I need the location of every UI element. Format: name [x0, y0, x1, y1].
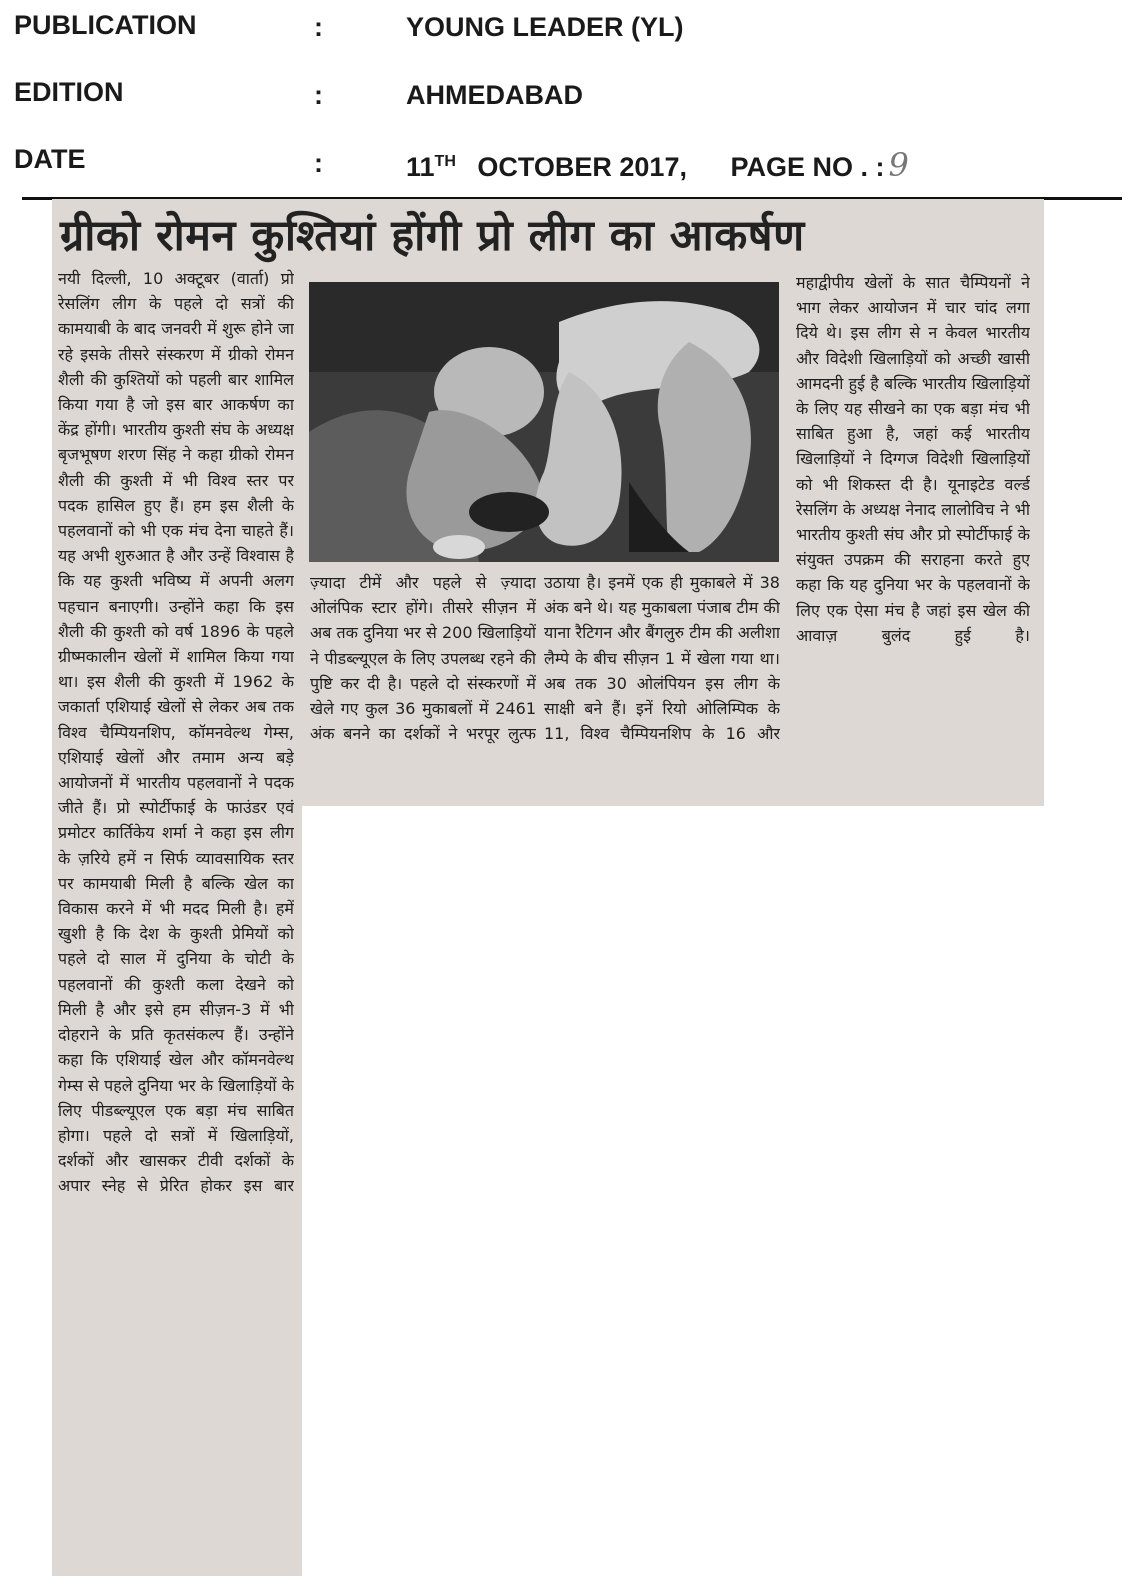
- publication-colon: :: [314, 12, 323, 42]
- wrestling-photo: [309, 282, 779, 562]
- date-day: 11: [406, 152, 435, 182]
- publication-value: YOUNG LEADER (YL): [406, 12, 684, 42]
- article-column-4: महाद्वीपीय खेलों के सात चैम्पियनों ने भाग लेकर आयोजन में चार चांद लगा दिये थे। इस लीग से न केवल भारतीय और विदेशी खिलाड़ियों को अच्छी खासी आमदनी हुई है बल्कि भारतीय खिलाड़ियों के लिए यह सीखने का एक बड़ा मंच भी साबित हुआ है, जहां कई भारतीय खिलाड़ियों ने दिग्गज विदेशी खिलाड़ियों को भी शिकस्त दी है। यूनाइटेड वर्ल्ड रेसलिंग के अध्यक्ष नेनाद लालोविच ने भी भारतीय कुश्ती संघ और प्रो स्पोर्टीफाई के संयुक्त उपक्रम की सराहना करते हुए कहा कि यह दुनिया भर के पहलवानों के लिए एक ऐसा मंच है जहां इस खेल की आवाज़ बुलंद हुई है।: [796, 273, 1030, 645]
- date-suffix: TH: [434, 153, 456, 170]
- date-value: [406, 146, 909, 184]
- edition-label: EDITION: [14, 77, 124, 107]
- date-month-year: OCTOBER 2017,: [477, 152, 687, 182]
- article-column-1: नयी दिल्ली, 10 अक्टूबर (वार्ता) प्रो रेसलिंग लीग के पहले दो सत्रों की कामयाबी के बाद जनवरी में शुरू होने जा रहे इसके तीसरे संस्करण में ग्रीको रोमन शैली की कुश्तियों को पहली बार शामिल किया गया है जो इस बार आकर्षण का केंद्र होंगी। भारतीय कुश्ती संघ के अध्यक्ष बृजभूषण शरण सिंह ने कहा ग्रीको रोमन शैली की कुश्ती में भी विश्व स्तर पर पदक हासिल हुए हैं। हम इस शैली के पहलवानों को भी एक मंच देना चाहते हैं। यह अभी शुरुआत है और उन्हें विश्वास है कि यह कुश्ती भविष्य में अपनी अलग पहचान बनाएगी। उन्होंने कहा कि इस शैली की कुश्ती को वर्ष 1896 के पहले ग्रीष्मकालीन खेलों में शामिल किया गया था। इस शैली की कुश्ती में 1962 के जकार्ता एशियाई खेलों से लेकर अब तक विश्व चैम्पियनशिप, कॉमनवेल्थ गेम्स, एशियाई खेलों और तमाम अन्य बड़े आयोजनों में भारतीय पहलवानों ने पदक जीते हैं। प्रो स्पोर्टीफाई के फाउंडर एवं प्रमोटर कार्तिकेय शर्मा ने कहा इस लीग के ज़रिये हमें न सिर्फ व्यावसायिक स्तर पर कामयाबी मिली है बल्कि खेल का विकास करने में भी मदद मिली है। हमें खुशी है कि देश के कुश्ती प्रेमियों को पहले दो साल में दुनिया के चोटी के पहलवानों की कुश्ती कला देखने को मिली है और इसे हम सीज़न-3 में भी दोहराने के प्रति कृतसंकल्प हैं। उन्होंने कहा कि एशियाई खेल और कॉमनवेल्थ गेम्स से पहले दुनिया भर के खिलाड़ियों के लिए पीडब्ल्यूएल एक बड़ा मंच साबित होगा। पहले दो सत्रों में खिलाड़ियों, दर्शकों और खासकर टीवी दर्शकों के अपार स्नेह से प्रेरित होकर इस बार: [58, 269, 294, 1196]
- clipping-blank-area: [302, 806, 1046, 1578]
- date-label: DATE: [14, 144, 86, 174]
- page-number: 9: [888, 146, 909, 184]
- article-column-2: ज़्यादा टीमें और पहले से ज़्यादा ओलंपिक स्टार होंगे। तीसरे सीज़न में अब तक दुनिया भर से 200 खिलाड़ियों ने पीडब्ल्यूएल के लिए उपलब्ध रहने की पुष्टि कर दी है। पहले दो संस्करणों में खेले गए कुल 36 मुकाबलों में 2461 अंक बनने का दर्शकों ने भरपूर लुत्फ: [310, 573, 536, 744]
- edition-colon: :: [314, 80, 323, 110]
- article-headline: ग्रीको रोमन कुश्तियां होंगी प्रो लीग का आकर्षण: [60, 211, 805, 261]
- publication-label: PUBLICATION: [14, 10, 197, 40]
- edition-value: AHMEDABAD: [406, 80, 583, 110]
- page-label: PAGE NO . :: [730, 152, 885, 182]
- article-column-3: उठाया है। इनमें एक ही मुकाबले में 38 अंक बने थे। यह मुकाबला पंजाब टीम की याना रैटिगन और बैंगलुरु टीम की अलीशा लैम्पे के बीच सीज़न 1 में खेला गया था। अब तक 30 ओलंपियन इस लीग के साक्षी बने हैं। इनें रियो ओलिम्पिक के 11, विश्व चैम्पियनशिप के 16 और: [544, 573, 780, 744]
- date-colon: :: [314, 148, 323, 178]
